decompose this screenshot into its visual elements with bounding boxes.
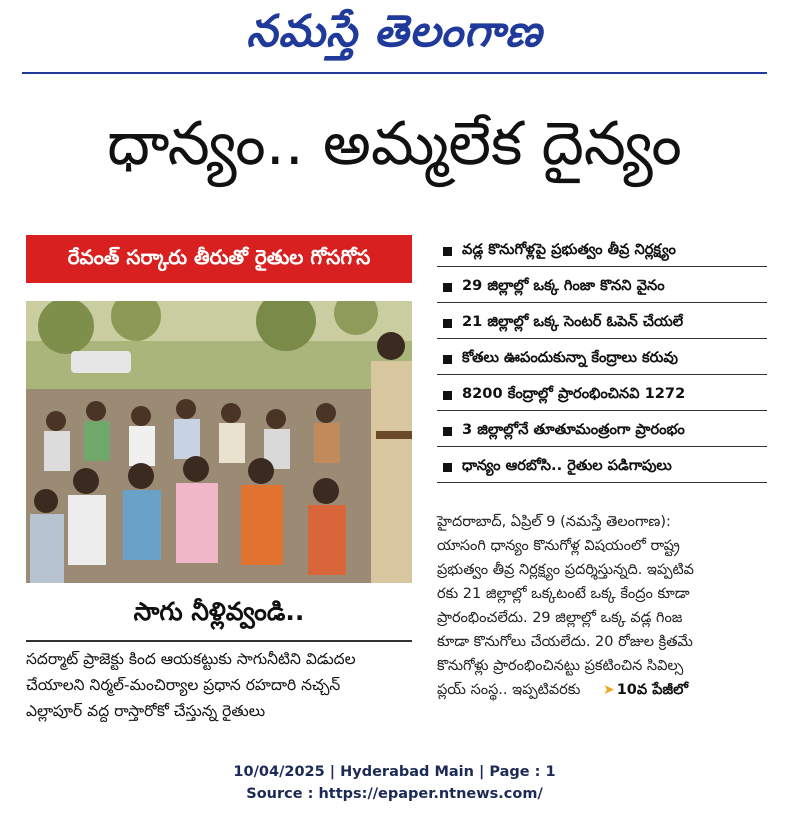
masthead-title: నమస్తే తెలంగాణ <box>246 6 543 57</box>
headline: ధాన్యం.. అమ్మలేక దైన్యం <box>107 109 682 179</box>
masthead-divider <box>22 72 767 74</box>
caption-line: చేయాలని నిర్మల్-మంచిర్యాల ప్రధాన రహదారి నచ్చన్ <box>26 676 341 694</box>
edition-info: 10/04/2025 | Hyderabad Main | Page : 1 <box>233 764 556 780</box>
bullet-item <box>437 237 767 267</box>
caption-divider <box>26 640 412 642</box>
protest-photo-illustration <box>26 301 412 583</box>
bullet-square-icon <box>443 355 452 364</box>
photo-caption <box>26 646 412 724</box>
bullet-text: 8200 కేంద్రాల్లో ప్రారంభించినవి 1272 <box>462 385 686 402</box>
news-photo <box>26 301 412 583</box>
bullet-text: 29 జిల్లాల్లో ఒక్క గింజా కొనని వైనం <box>462 277 665 294</box>
caption-line: ఎల్లాపూర్ వద్ద రాస్తారోకో చేస్తున్న రైతులు <box>26 702 266 720</box>
bullet-square-icon <box>443 463 452 472</box>
bullet-item <box>437 453 767 483</box>
bullet-item <box>437 417 767 447</box>
story-line: హైదరాబాద్, ఏప్రిల్ 9 (నమస్తే తెలంగాణ): <box>437 514 671 530</box>
story-body <box>437 510 767 702</box>
photo-caption-title: సాగు నీళ్లివ్వండి.. <box>133 597 305 626</box>
continued-page-link[interactable] <box>603 678 688 702</box>
continued-label: 10వ పేజీలో <box>616 682 689 698</box>
story-line: కొనుగోళ్లు ప్రారంభించినట్టు ప్రకటించిన సివిల్స <box>437 658 684 674</box>
headline-strap: రేవంత్ సర్కారు తీరుతో రైతుల గోసగోస <box>26 235 412 283</box>
bullet-item <box>437 345 767 375</box>
story-line: ప్రారంభించలేదు. 29 జిల్లాల్లో ఒక్క వడ్ల గింజ <box>437 610 683 626</box>
bullet-text: 3 జిల్లాల్లోనే తూతూమంత్రంగా ప్రారంభం <box>462 421 685 438</box>
bullet-square-icon <box>443 427 452 436</box>
bullet-item <box>437 273 767 303</box>
story-line: యాసంగి ధాన్యం కొనుగోళ్ల విషయంలో రాష్ట్ర <box>437 538 680 554</box>
bullet-square-icon <box>443 391 452 400</box>
bullet-text: కోతలు ఊపందుకున్నా కేంద్రాలు కరువు <box>462 349 678 366</box>
bullet-item <box>437 309 767 339</box>
story-line: ప్లయ్ సంస్థ.. ఇప్పటివరకు <box>437 682 581 698</box>
bullet-text: ధాన్యం ఆరబోసి.. రైతుల పడిగాపులు <box>462 457 672 474</box>
bullet-text: 21 జిల్లాల్లో ఒక్క సెంటర్ ఓపెన్ చేయలే <box>462 313 684 330</box>
bullet-square-icon <box>443 319 452 328</box>
story-line: రకు 21 జిల్లాల్లో ఒక్కటంటే ఒక్క కేంద్రం కూడా <box>437 586 690 602</box>
story-line: కూడా కొనుగోలు చేయలేదు. 20 రోజుల క్రితమే <box>437 634 693 650</box>
caption-line: సదర్మాట్ ప్రాజెక్టు కింద ఆయకట్టుకు సాగునీటిని విడుదల <box>26 650 356 668</box>
bullet-square-icon <box>443 283 452 292</box>
source-link[interactable]: Source : https://epaper.ntnews.com/ <box>246 786 543 802</box>
bullet-square-icon <box>443 247 452 256</box>
arrow-right-icon: ➤ <box>602 682 615 698</box>
story-line: ప్రభుత్వం తీవ్ర నిర్లక్ష్యం ప్రదర్శిస్తున్నది. ఇప్పటివ <box>437 562 694 578</box>
footer <box>0 761 789 805</box>
highlight-bullets <box>437 237 767 489</box>
bullet-item <box>437 381 767 411</box>
bullet-text: వడ్ల కొనుగోళ్లపై ప్రభుత్వం తీవ్ర నిర్లక్ష్యం <box>462 241 676 258</box>
story-line-last <box>437 678 767 702</box>
masthead <box>0 6 789 68</box>
